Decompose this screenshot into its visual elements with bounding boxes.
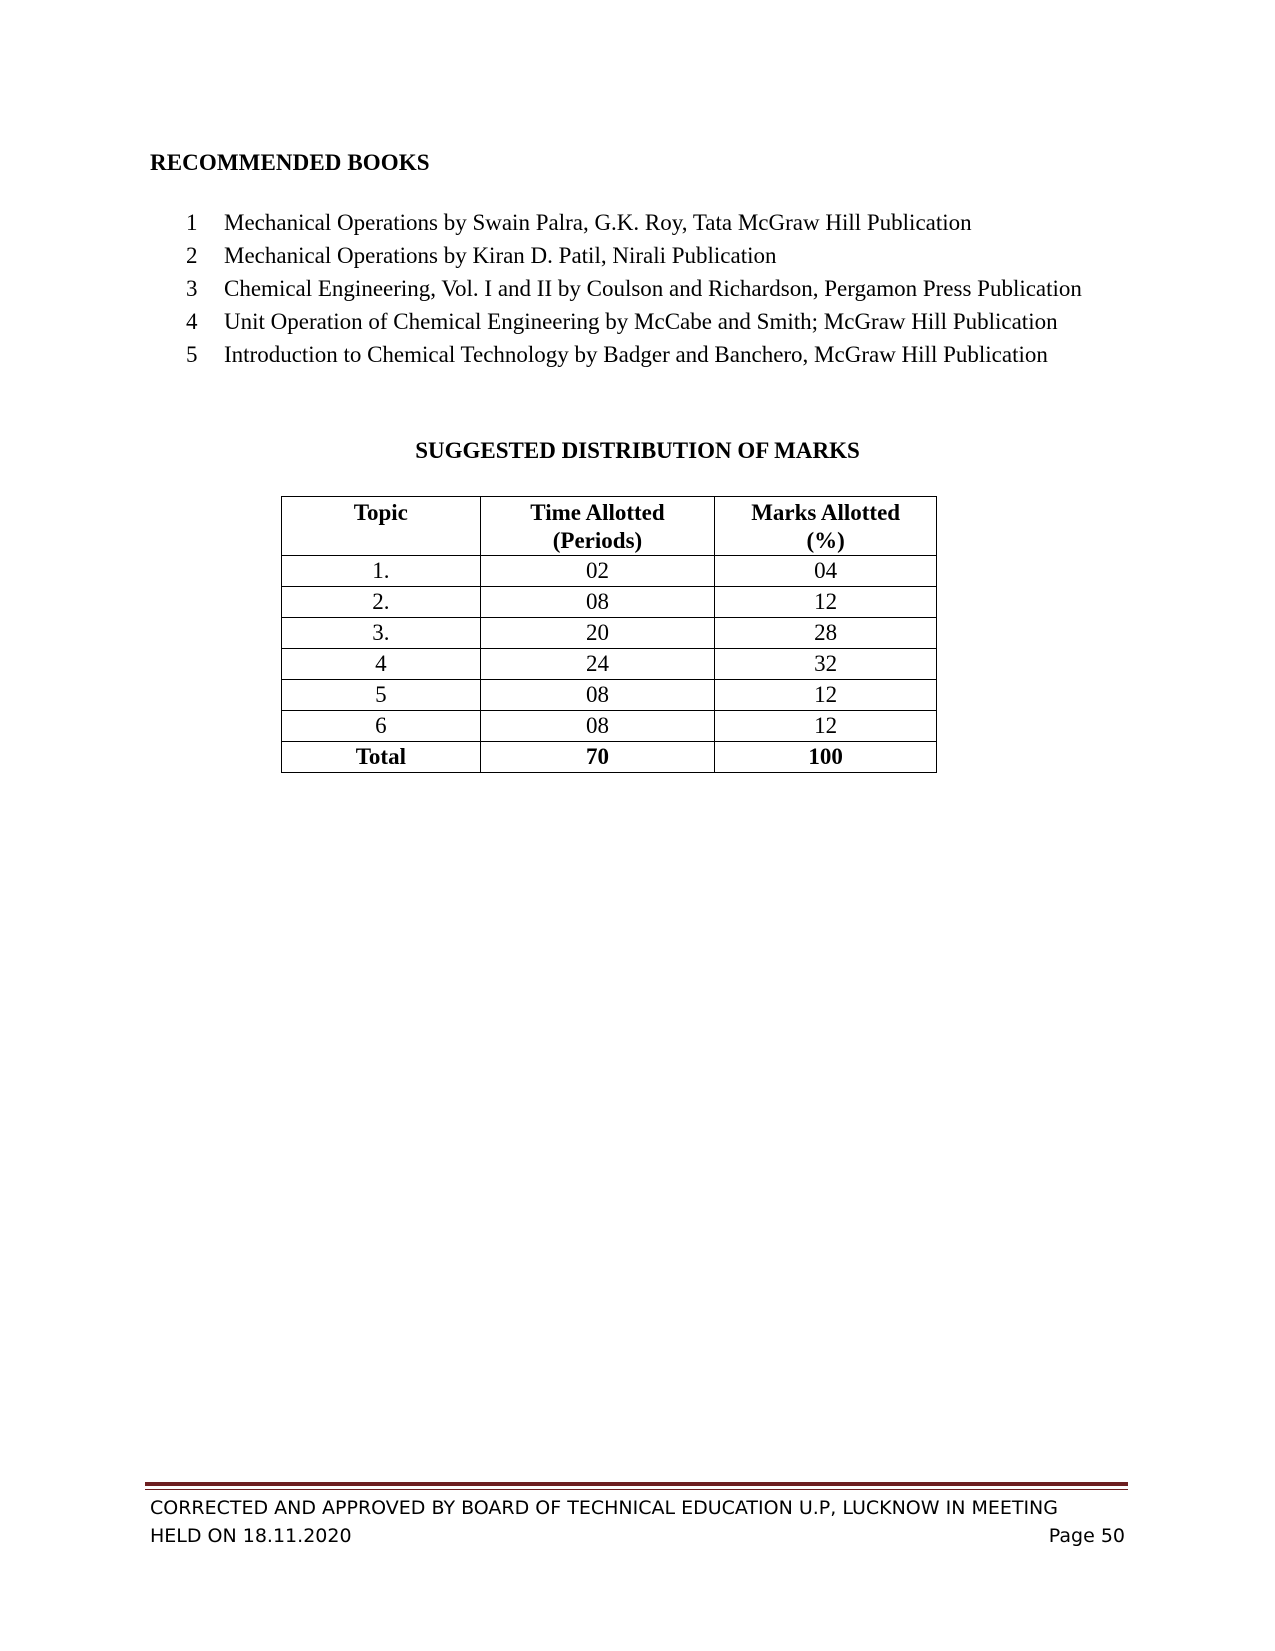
- book-text: Introduction to Chemical Technology by Badger and Banchero, McGraw Hill Publication: [224, 342, 1048, 367]
- cell-time: 08: [480, 680, 715, 711]
- book-text: Mechanical Operations by Swain Palra, G.K. Roy, Tata McGraw Hill Publication: [224, 210, 972, 235]
- footer-approval-text: CORRECTED AND APPROVED BY BOARD OF TECHNICAL EDUCATION U.P, LUCKNOW IN MEETING: [150, 1497, 1058, 1519]
- cell-time: 24: [480, 649, 715, 680]
- distribution-title: SUGGESTED DISTRIBUTION OF MARKS: [415, 438, 860, 463]
- cell-topic: 5: [282, 680, 481, 711]
- cell-time: 08: [480, 587, 715, 618]
- cell-marks: 28: [715, 618, 937, 649]
- book-list: [186, 206, 1124, 371]
- list-item: [186, 338, 1124, 371]
- cell-topic: 2.: [282, 587, 481, 618]
- cell-marks: 04: [715, 556, 937, 587]
- total-time: 70: [480, 742, 715, 773]
- header-topic-label: Topic: [353, 500, 408, 525]
- marks-distribution-table: [281, 496, 937, 773]
- cell-time: 20: [480, 618, 715, 649]
- book-number: 2: [186, 243, 198, 268]
- table-row: [282, 618, 937, 649]
- cell-topic: 3.: [282, 618, 481, 649]
- book-text: Unit Operation of Chemical Engineering by McCabe and Smith; McGraw Hill Publication: [224, 309, 1058, 334]
- list-item: [186, 239, 1124, 272]
- table-row: [282, 680, 937, 711]
- total-marks: 100: [715, 742, 937, 773]
- list-item: [186, 272, 1124, 305]
- table-row: [282, 587, 937, 618]
- cell-marks: 32: [715, 649, 937, 680]
- header-marks-line2: (%): [806, 528, 845, 553]
- cell-topic: 1.: [282, 556, 481, 587]
- header-marks: [715, 497, 937, 556]
- page-number: Page 50: [1048, 1525, 1125, 1547]
- header-time-line2: (Periods): [552, 528, 643, 553]
- footer-divider-thin: [145, 1489, 1128, 1490]
- cell-time: 02: [480, 556, 715, 587]
- cell-time: 08: [480, 711, 715, 742]
- footer-meeting-date: HELD ON 18.11.2020: [150, 1525, 352, 1547]
- cell-topic: 4: [282, 649, 481, 680]
- header-time: [480, 497, 715, 556]
- cell-marks: 12: [715, 680, 937, 711]
- header-time-line1: Time Allotted: [530, 500, 665, 525]
- book-text: Mechanical Operations by Kiran D. Patil, Nirali Publication: [224, 243, 777, 268]
- list-item: [186, 206, 1124, 239]
- cell-marks: 12: [715, 711, 937, 742]
- book-number: 5: [186, 342, 198, 367]
- table-row: [282, 649, 937, 680]
- footer-divider: [145, 1482, 1128, 1486]
- book-number: 1: [186, 210, 198, 235]
- book-text: Chemical Engineering, Vol. I and II by Coulson and Richardson, Pergamon Press Publication: [224, 276, 1082, 301]
- header-marks-line1: Marks Allotted: [751, 500, 901, 525]
- cell-topic: 6: [282, 711, 481, 742]
- table-header-row: [282, 497, 937, 556]
- table-row: [282, 556, 937, 587]
- table-row: [282, 711, 937, 742]
- footer-line-two: [150, 1522, 1125, 1550]
- header-topic: [282, 497, 481, 556]
- cell-marks: 12: [715, 587, 937, 618]
- page-footer: [150, 1494, 1125, 1550]
- table-total-row: [282, 742, 937, 773]
- section-heading: RECOMMENDED BOOKS: [150, 150, 430, 175]
- list-item: [186, 305, 1124, 338]
- total-label: Total: [282, 742, 481, 773]
- book-number: 4: [186, 309, 198, 334]
- book-number: 3: [186, 276, 198, 301]
